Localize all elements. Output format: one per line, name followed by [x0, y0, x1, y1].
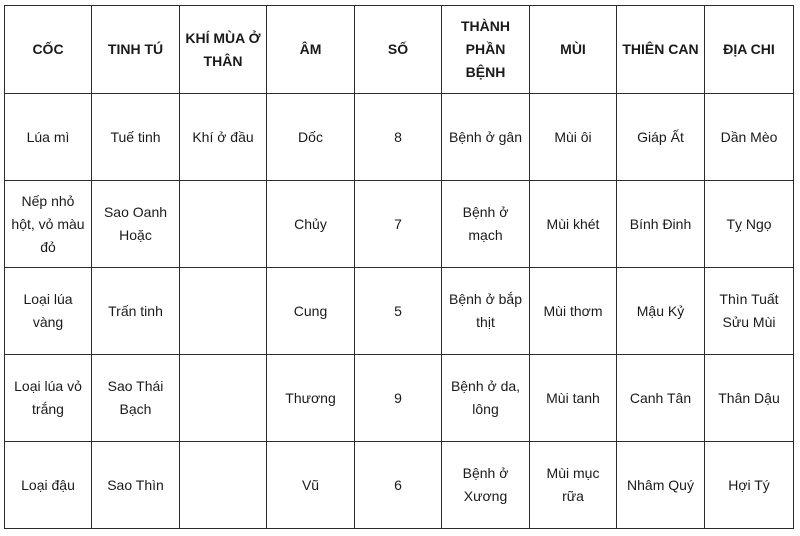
cell-thien-can: Mậu Kỷ: [617, 268, 705, 355]
cell-mui: Mùi tanh: [530, 355, 617, 442]
cell-tinh-tu: Sao Oanh Hoặc: [92, 181, 180, 268]
header-thanh-phan-benh: THÀNH PHẦN BỆNH: [442, 6, 530, 94]
cell-khi-mua: [180, 355, 267, 442]
cell-tinh-tu: Sao Thái Bạch: [92, 355, 180, 442]
table-row: [5, 181, 794, 268]
cell-coc: Lúa mì: [5, 94, 92, 181]
cell-tinh-tu: Trấn tinh: [92, 268, 180, 355]
table-row: [5, 268, 794, 355]
cell-so: 6: [355, 442, 442, 529]
header-dia-chi: ĐỊA CHI: [705, 6, 794, 94]
cell-so: 5: [355, 268, 442, 355]
cell-khi-mua: [180, 181, 267, 268]
cell-dia-chi: Tỵ Ngọ: [705, 181, 794, 268]
header-mui: MÙI: [530, 6, 617, 94]
cell-coc: Nếp nhỏ hột, vỏ màu đỏ: [5, 181, 92, 268]
header-tinh-tu: TINH TÚ: [92, 6, 180, 94]
cell-am: Cung: [267, 268, 355, 355]
cell-thanh-phan-benh: Bệnh ở mạch: [442, 181, 530, 268]
cell-tinh-tu: Tuế tinh: [92, 94, 180, 181]
cell-khi-mua: [180, 268, 267, 355]
cell-coc: Loại lúa vàng: [5, 268, 92, 355]
cell-so: 7: [355, 181, 442, 268]
cell-tinh-tu: Sao Thìn: [92, 442, 180, 529]
cell-mui: Mùi thơm: [530, 268, 617, 355]
cell-am: Dốc: [267, 94, 355, 181]
cell-thien-can: Giáp Ất: [617, 94, 705, 181]
table-row: [5, 94, 794, 181]
cell-mui: Mùi mục rữa: [530, 442, 617, 529]
cell-thien-can: Bính Đinh: [617, 181, 705, 268]
cell-thanh-phan-benh: Bệnh ở gân: [442, 94, 530, 181]
table-row: [5, 442, 794, 529]
header-so: SỐ: [355, 6, 442, 94]
correspondence-table: [4, 5, 794, 529]
header-am: ÂM: [267, 6, 355, 94]
cell-thanh-phan-benh: Bệnh ở da, lông: [442, 355, 530, 442]
header-thien-can: THIÊN CAN: [617, 6, 705, 94]
cell-am: Chủy: [267, 181, 355, 268]
header-row: [5, 6, 794, 94]
cell-am: Thương: [267, 355, 355, 442]
cell-so: 8: [355, 94, 442, 181]
cell-khi-mua: Khí ở đầu: [180, 94, 267, 181]
cell-thanh-phan-benh: Bệnh ở Xương: [442, 442, 530, 529]
cell-coc: Loại lúa vỏ trắng: [5, 355, 92, 442]
cell-mui: Mùi khét: [530, 181, 617, 268]
cell-so: 9: [355, 355, 442, 442]
cell-am: Vũ: [267, 442, 355, 529]
cell-coc: Loại đậu: [5, 442, 92, 529]
cell-thien-can: Nhâm Quý: [617, 442, 705, 529]
header-coc: CỐC: [5, 6, 92, 94]
cell-dia-chi: Hợi Tý: [705, 442, 794, 529]
cell-dia-chi: Thân Dậu: [705, 355, 794, 442]
header-khi-mua: KHÍ MÙA Ở THÂN: [180, 6, 267, 94]
table-row: [5, 355, 794, 442]
cell-mui: Mùi ôi: [530, 94, 617, 181]
cell-khi-mua: [180, 442, 267, 529]
cell-dia-chi: Dần Mèo: [705, 94, 794, 181]
cell-thanh-phan-benh: Bệnh ở bắp thịt: [442, 268, 530, 355]
cell-thien-can: Canh Tân: [617, 355, 705, 442]
cell-dia-chi: Thìn Tuất Sửu Mùi: [705, 268, 794, 355]
